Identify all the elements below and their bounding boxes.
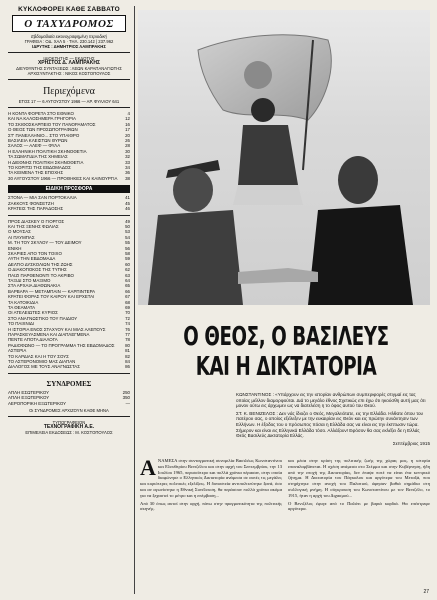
quote-paragraph-2: ΣΤ. Κ. ΒΕΝΙΖΕΛΟΣ : Δεν νάς ίδιοζει ο Θεός, Μεγαλειότατε, εις την Ελλάδα. Ηλθατε όπου του πατέρου σας, ο οποίος εξέλεξεν με την ευκαιρίαν εις Θεόν και εις πρώτην συνάντησιν των Ελλήνων. Η έξοδος του ο πρόσωπος πόσαι η Ελλάδα σας να είναι εις την έκπτωσιν τώρα. Σήμερον και είναι εις Ελληνικά Ελλάδα τόσο. Αλλάζουν! Εφόσον θα σας εκλέξει δε η Ελλάς Θεός Βασιλεύς Δικτατορία Ελλάς. xyxy=(236,410,424,439)
article-headline xyxy=(172,322,400,382)
toc-page: 45 xyxy=(125,200,130,206)
toc-page: 350 xyxy=(122,395,130,401)
headline-line-2: ΚΑΙ Η ΔΙΚΤΑΤΟΡΙΑ xyxy=(195,352,377,382)
column-divider xyxy=(134,6,135,594)
historical-photograph xyxy=(138,10,430,305)
woman-body xyxy=(238,125,298,185)
subscriptions-note: Οι ΣΥΝΔΡΟΜΕΣ ΑΡΧΙΖΟΥΝ ΚΑΘΕ ΜΗΝΑ xyxy=(29,408,109,414)
toc-page: 36 xyxy=(125,170,130,176)
toc-page: 250 xyxy=(122,389,130,395)
toc-title: ΚΡΑΤΕΙ ΦΟΡΑΣ ΤΟΥ ΚΑΙΡΟΥ ΚΑΙ ΕΡΧΕΤΑΙ xyxy=(8,294,95,300)
statesman-head xyxy=(338,156,378,204)
subscriptions-list xyxy=(8,390,130,406)
toc-page: 17 xyxy=(125,127,130,133)
drop-cap: Α xyxy=(140,455,156,480)
toc-title: ΖΑΚΚΟΥΣ ΦΟΝΣΕΤΖΗ xyxy=(8,200,54,206)
page-number: 27 xyxy=(423,589,429,595)
toc-title: ΚΑΙ ΝΑ ΚΑΛΟΣΗΜΕΡΑ ΓΡΗΓΟΡΙΑ xyxy=(8,116,76,122)
toc-title: ΑΠΛΗ ΕΣΩΤΕΡΙΚΟΥ xyxy=(8,389,50,395)
toc-page: 26 xyxy=(125,138,130,144)
toc-page: 34 xyxy=(125,165,130,171)
toc-page: 33 xyxy=(125,159,130,165)
headline-line-1: Ο ΘΕΟΣ, Ο ΒΑΣΙΛΕΥΣ xyxy=(183,322,389,352)
toc-section-1 xyxy=(8,111,130,181)
rule xyxy=(8,52,130,53)
toc-title: ΟΙ ΑΤΕΛΕΙΩΤΕΣ ΚΥΡΙΟΣ xyxy=(8,310,58,316)
toc-title: ΤΟ ΠΑΙΧΝΙΔΙ xyxy=(8,321,35,327)
toc-page: 4 xyxy=(127,111,130,116)
toc-title: ΤΑ ΚΕΙΜΕΝΑ ΤΗΣ ΕΠΟΧΗΣ xyxy=(8,170,64,176)
article-col2-text: και μέσα στην κρίση της πολιτικής ζωής της χώρας μας, η ιστορία επαναλαμβάνεται. Η σχέση ανάμεσα στο Στέμμα και στην Κυβέρνηση, ήδη από την εποχή της Δικτατορίας, δεν έπαψε ποτέ να είναι ένα κεντρικό ζήτημα. Η Δικτατορία του Πάγκαλου και αργότερα του Μεταξά, που στηρίχτηκε στην ανοχή του Παλατιού, άφησαν βαθιά σημάδια στη συλλογική μνήμη. Η σύγκρουση του Κωνσταντίνου με τον Βενιζέλο, το 1915, ήταν η αρχή του Διχασμού... xyxy=(288,458,430,498)
toc-title: ΤΑ ΚΑΤΟΙΚΙΔΙΑ xyxy=(8,299,39,305)
woman-head xyxy=(251,98,275,122)
rule xyxy=(8,373,130,374)
rule xyxy=(8,215,130,216)
toc-title: ΣΤΟΝΑ — ΜΙΑ ΣΑΝ ΠΟΡΤΟΚΑΛΙΑ xyxy=(8,195,77,201)
publication-frequency: ΚΥΚΛΟΦΟΡΕΙ ΚΑΘΕ ΣΑΒΒΑΤΟ xyxy=(18,6,120,13)
rule xyxy=(8,107,130,108)
toc-page: 50 xyxy=(125,223,130,229)
toc-page: 80 xyxy=(125,342,130,348)
toc-page: 41 xyxy=(125,195,130,201)
toc-title: ΑΥΤΗ ΤΗΝ ΕΒΔΟΜΑΔΑ xyxy=(8,256,56,262)
toc-title: Η ΔΙΕΘΝΗΣ ΠΟΛΙΤΙΚΗ ΣΚΗΝΟΘΕΤΙΑ xyxy=(8,159,84,165)
toc-title: Η ΙΣΤΟΡΙΑ ΕΝΟΣ ΣΤΑΧΥΟΥ ΚΑΙ ΜΙΑΣ ΑΛΕΠΟΥΣ xyxy=(8,326,106,332)
toc-title: ΣΤΑ ΑΡΧΑΙΑ ΔΙΑΦΩΝΑΚΙΑ xyxy=(8,283,61,289)
toc-title: ΣΚΑΡΙΕΣ ΑΠΟ ΤΟΝ ΤΟΙΧΟ xyxy=(8,250,62,256)
toc-section-3 xyxy=(8,219,130,370)
soldier-head xyxy=(173,168,213,212)
toc-title: ΤΟ ΚΟΡΙΤΣΙ ΤΗΣ ΕΒΔΟΜΑΔΟΣ xyxy=(8,165,71,171)
contents-title: Περιεχόμενα xyxy=(43,86,95,97)
toc-page: 72 xyxy=(125,315,130,321)
issue-line: ΕΤΟΣ 17 — 6 ΑΥΓΟΥΣΤΟΥ 1966 — ΑΡ. ΦΥΛΛΟΥ 641 xyxy=(18,99,120,104)
toc-title: ΣΤ' ΠΑΝΕΛΛΗΝΙΟ... ΣΤΟ ΥΠΑΙΘΡΟ xyxy=(8,132,80,138)
flag-emblem xyxy=(244,61,272,89)
toc-page: 84 xyxy=(125,359,130,365)
statesman-body xyxy=(308,205,413,305)
toc-title: ΣΑΛΟΣ — ΑΛΕΦ — ΦΥΛΑ xyxy=(8,143,61,149)
owner-label: ΙΔΙΟΚΤΗΤΗΣ — ΕΚΔΟΤΗΣ xyxy=(43,56,95,61)
toc-page: 65 xyxy=(125,283,130,289)
toc-page: 63 xyxy=(125,272,130,278)
toc-title: ΑΣΤΕΡΙΑ xyxy=(8,348,27,354)
toc-page: 32 xyxy=(125,154,130,160)
toc-page: 20 xyxy=(125,132,130,138)
toc-page: — xyxy=(125,400,130,406)
toc-title: ΤΟ ΚΑΡΔΙΑΣ ΚΑΙ Η ΤΟΥ ΣΟΥΣ xyxy=(8,353,69,359)
article-column-2 xyxy=(288,458,430,590)
staff-line-1: ΔΙΕΥΘΥΝΤΗΣ ΣΥΝΤΑΞΕΩΣ : ΛΕΩΝ ΚΑΡΑΠΑΝΑΓΙΩΤΗΣ xyxy=(16,66,122,71)
toc-title: ΑΙ ΠΛΥΜΠΑΣ xyxy=(8,234,35,240)
toc-page: 68 xyxy=(125,299,130,305)
toc-page: 62 xyxy=(125,267,130,273)
toc-section-2 xyxy=(8,195,130,211)
printer-label: ΤΥΠΟΓΡΑΦΕΙΟΝ xyxy=(52,420,86,426)
toc-page: 86 xyxy=(125,364,130,370)
article-col1-extra: Από 30 όπως αυτοί στην αρχή, πάνω στην πραγματικότητα της πολιτικής σκηνής. xyxy=(140,500,282,512)
toc-row xyxy=(8,401,130,406)
toc-row xyxy=(8,206,130,211)
toc-page: 81 xyxy=(125,348,130,354)
quote-paragraph-1: ΚΩΝΣΤΑΝΤΙΝΟΣ : «Υπάρχουν εις την ιστορίαν ανθρώπων συμπεριφορές στιγμαί εις τας οποίας μέλλον διαμορφούται. Διά το μεγάλο έθνος Σχετικώς επι έχω ότι ηκούσθη αυτή μας ότι μονον ούτω εις άρχωμεν ως να διατελέση η το όφος αυτού του Θεού. xyxy=(236,392,426,409)
toc-page: 55 xyxy=(125,240,130,246)
toc-page: 67 xyxy=(125,294,130,300)
toc-page: 66 xyxy=(125,288,130,294)
owner-name: ΧΡΗΣΤΟΣ Δ. ΛΑΜΠΡΑΚΗΣ xyxy=(37,60,101,66)
photo-illustration xyxy=(138,10,430,305)
toc-title: ΕΝΙΚΗ xyxy=(8,245,22,251)
toc-page: 38 xyxy=(125,175,130,181)
toc-row xyxy=(8,176,130,181)
staff-line-2: ΑΡΧΙΣΥΝΤΑΚΤΗΣ : ΝΙΚΟΣ ΚΟΣΤΟΠΟΥΛΟΣ xyxy=(27,71,111,76)
toc-page: 46 xyxy=(125,206,130,212)
office-info: ΓΡΑΦΕΙΑ : ΟΔ. ΧΑΛ 5 · ΤΗΛ. 230.142 | 237.962 xyxy=(24,39,114,44)
toc-page: 60 xyxy=(125,261,130,267)
toc-page: 58 xyxy=(125,250,130,256)
toc-title: ΔΕΛΤΙΟ ΔΥΣΚΟΛΙΩΝ ΤΗΣ ΖΩΗΣ xyxy=(8,261,73,267)
article-column-1 xyxy=(140,455,282,590)
rule xyxy=(8,416,130,417)
toc-title: ΚΡΑΤΕΙΣ ΤΗΣ ΠΑΡΑΔΟΣΗΣ xyxy=(8,206,64,212)
toc-title: ΠΡΟΣ ΔΙΑΣΚΕΥ Ο ΓΙΟΡΓΟΣ xyxy=(8,218,65,224)
toc-page: 49 xyxy=(125,218,130,224)
toc-title: ΠΑΙΖΙ ΠΑΡΘΕΝΟΝΤΙ ΤΟ ΑΚΡΙΒΟ xyxy=(8,272,74,278)
toc-title: ΠΕΝΤΕ ΑΠΟΤΑ ΔΙΑΛΟΓΑ xyxy=(8,337,58,343)
article-body xyxy=(140,455,430,590)
toc-page: 74 xyxy=(125,321,130,327)
toc-page: 12 xyxy=(125,116,130,122)
toc-title: ΑΕΡΟΠΟΡΙΚΗ ΕΞΩΤΕΡΙΚΟΥ xyxy=(8,400,67,406)
toc-title: Η ΕΛΛΗΝΙΚΗ ΠΟΛΙΤΙΚΗ ΣΚΗΝΟΘΕΤΙΑ xyxy=(8,148,87,154)
subscriptions-title: ΣΥΝΔΡΟΜΕΣ xyxy=(46,379,92,388)
toc-page: 56 xyxy=(125,245,130,251)
toc-title: Ο ΜΟΥΣΑΣ xyxy=(8,229,31,235)
toc-page: 70 xyxy=(125,310,130,316)
toc-title: ΤΟ ΑΣΤΕΡΟΝΟΜΙΟ ΜΑΣ ΔΙΑΠΑΝ xyxy=(8,359,76,365)
editor-line: ΕΠΙΜΕΛΕΙΑ ΕΚΔΟΣΕΩΣ : Μ. ΚΟΣΤΟΠΟΥΛΟΣ xyxy=(25,430,113,436)
toc-title: ΚΑΙ ΤΗΣ ΞΕΝΗΣ ΦΩΛΙΑΣ xyxy=(8,223,59,229)
toc-title: ΑΠΛΗ ΕΞΩΤΕΡΙΚΟΥ xyxy=(8,395,50,401)
quote-signature: Σεπτέμβριος 1915 xyxy=(392,440,430,446)
toc-title: ΤΟ ΣΚΙΘΟΣΚΑΡΠΕΙΟ ΤΟΥ ΠΑΝΟΡΑΜΑΤΟΣ xyxy=(8,121,96,127)
toc-title: ΔΙΑΛΟΓΟΣ ΜΕ ΤΟΥΣ ΑΝΑΓΝΩΣΤΑΣ xyxy=(8,364,80,370)
toc-page: 28 xyxy=(125,143,130,149)
toc-page: 53 xyxy=(125,229,130,235)
printer-name: ΤΕΧΝΟΓΡΑΦΙΚΗ Α.Ε. xyxy=(43,424,95,431)
toc-page: 59 xyxy=(125,256,130,262)
toc-page: 77 xyxy=(125,332,130,338)
toc-title: Η ΚΟΝΤΑ ΦΟΡΕΤΑ ΣΤΟ ΕΘΝΙΚΟ xyxy=(8,111,74,116)
toc-page: 78 xyxy=(125,337,130,343)
toc-title: ΤΑΞΙΔΙ ΣΤΟ ΜΑΞΙΜΟ xyxy=(8,277,51,283)
toc-title: 30 ΑΥΓΟΥΣΤΟΥ 1966 — ΠΡΟΘΗΚΕΣ ΚΑΙ ΚΑΙΝΟΥΡΓΙΑ xyxy=(8,175,118,181)
toc-title: ΠΑΡΑΣΚΕΥΑΣΜΕΝΑ ΚΑΙ ΔΙΑΠΛΕΓΜΕΝΑ xyxy=(8,332,90,338)
toc-title: ΣΤΟ ΑΝΑΓΝΩΣΤΙΚΟ ΤΟΥ ΠΑΙΔΙΟΥ xyxy=(8,315,78,321)
founder-line: ΙΔΡΥΤΗΣ : ΔΗΜΗΤΡΙΟΣ ΛΑΜΠΡΑΚΗΣ xyxy=(32,44,106,49)
toc-page: 76 xyxy=(125,326,130,332)
contents-column xyxy=(8,6,130,596)
toc-title: ΤΑ ΘΕΑΜΑΤΑ xyxy=(8,305,36,310)
toc-title: Μ. ΤΗ ΤΟΥ ΣΚΥΛΟΥ — ΤΟΥ ΔΕΙΜΟΥ xyxy=(8,240,82,246)
dialogue-quote xyxy=(236,392,430,446)
toc-page: 30 xyxy=(125,148,130,154)
toc-page: 64 xyxy=(125,277,130,283)
special-offer-bar: ΕΙΔΙΚΗ ΠΡΟΣΦΟΡΑ xyxy=(8,185,130,193)
toc-page: 82 xyxy=(125,353,130,359)
toc-title: Ο ΘΕΟΣ ΤΩΝ ΠΡΟΣΩΠΟΓΡΑΦΙΩΝ xyxy=(8,127,78,133)
handshake xyxy=(238,268,318,284)
toc-page: 54 xyxy=(125,234,130,240)
toc-title: Ο ΔΙΑΚΟΠΟΚΟΣ ΤΗΣ ΤΥΠΗΣ xyxy=(8,267,67,273)
toc-page: 16 xyxy=(125,121,130,127)
rule xyxy=(8,79,130,80)
masthead-logo: Ο ΤΑΧΥΔΡΟΜΟΣ xyxy=(12,15,126,32)
toc-title: ΒΑΣΙΛΕΙΑ ΚΛΕΙΣΤΩΝ ΘΥΡΩΝ xyxy=(8,138,68,144)
toc-title: ΡΑΔΙΟΦΩΝΟ — ΤΟ ΠΡΟΓΡΑΜΜΑ ΤΗΣ ΕΒΔΟΜΑΔΟΣ xyxy=(8,342,115,348)
article-col2-extra: Ο Βενιζέλος έφυγε από το Παλάτι με βαριά καρδιά. Θα επέστρεφε αργότερα. xyxy=(288,500,430,512)
toc-title: ΤΑ ΣΩΜΑΤΙΔΙΑ ΤΗΣ ΧΗΜΕΙΑΣ xyxy=(8,154,68,160)
toc-row xyxy=(8,364,130,369)
masthead-subtitle: Εβδομαδιαία εικονογραφημένη περιοδική xyxy=(31,34,107,39)
toc-page: 69 xyxy=(125,305,130,310)
soldier-body xyxy=(148,210,243,305)
toc-title: ΒΑΡΒΑΡΑ — ΜΕΤΑΜΠΑΙΝ — ΚΑΡΠΙΝΤΕΡΑ xyxy=(8,288,96,294)
article-col1-text: ΝΑΜΕΣΑ στην συνταγματική συνομιλία Βασιλέως Κωνσταντίνου και Ελευθερίου Βενιζέλου και στην αρχή του Σεπτεμβρίου, την 13 Ιουλίου 1965, περισσότερο και πολλά χρόνια πέρασαν, στην οποία διαφώνησε ο Ελληνικός Δικτατορία ανάμεσα σε αυτές τις μεγάλες και κυριότερες πολιτικές εξελίξεις. Η δυναστεία αντιπολιτεύτηκε ξανά, όσο και αν αγωνίστηκε η Εθνική Συνέλευση, θα περάσουν πολλά χρόνια ακόμα για να ξεχαστεί το μέτρο και η επέμβαση... xyxy=(140,458,282,498)
woman-skirt xyxy=(233,185,303,205)
